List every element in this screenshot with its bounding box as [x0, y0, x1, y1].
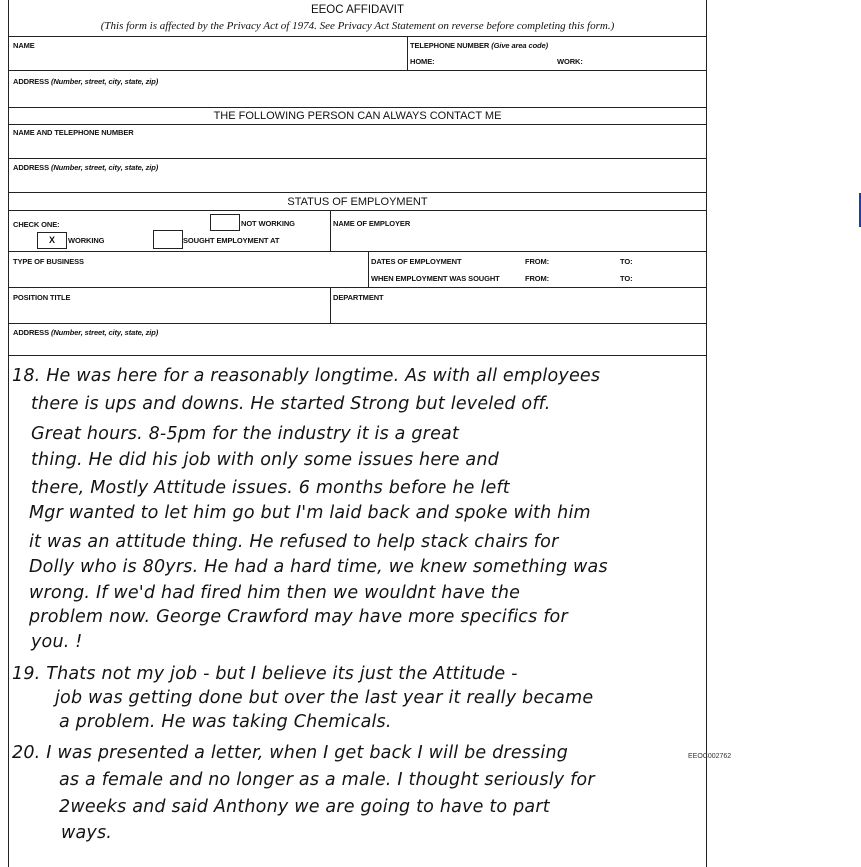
sought-employment-label: SOUGHT EMPLOYMENT AT [183, 236, 280, 245]
contact-name-phone-label: NAME AND TELEPHONE NUMBER [13, 128, 134, 137]
working-check-mark: X [48, 235, 55, 245]
statement-line: as a female and no longer as a male. I thought seriously for [59, 770, 595, 790]
statement-line: job was getting done but over the last year it really became [55, 688, 594, 708]
to-label-sought: TO: [620, 274, 633, 283]
statement-line: 20. I was presented a letter, when I get back I will be dressing [12, 743, 569, 763]
work-phone-label: WORK: [557, 57, 583, 66]
statement-line: problem now. George Crawford may have more specifics for [29, 607, 568, 627]
employer-label: NAME OF EMPLOYER [333, 219, 411, 228]
address-label-text: ADDRESS [13, 77, 49, 86]
contact-section-title: THE FOLLOWING PERSON CAN ALWAYS CONTACT ME [213, 110, 502, 122]
privacy-notice: (This form is affected by the Privacy Act of 1974. See Privacy Act Statement on reverse before completing this form.) [100, 20, 615, 32]
address-label [13, 77, 158, 86]
statement-line: ways. [61, 823, 113, 843]
statement-line: there, Mostly Attitude issues. 6 months before he left [31, 478, 510, 498]
contact-address-label-text: ADDRESS [13, 163, 49, 172]
dates-of-employment-label: DATES OF EMPLOYMENT [371, 257, 462, 266]
statement-line: Mgr wanted to let him go but I'm laid back and spoke with him [29, 503, 591, 523]
from-label-employment: FROM: [525, 257, 550, 266]
telephone-label-text: TELEPHONE NUMBER [410, 41, 490, 50]
employment-section-title: STATUS OF EMPLOYMENT [287, 196, 428, 208]
statement-line: Great hours. 8-5pm for the industry it is a great [31, 424, 460, 444]
statement-line: 18. He was here for a reasonably longtime. As with all employees [12, 366, 601, 386]
employer-address-label [13, 328, 158, 337]
bates-number: EEOC002762 [688, 753, 732, 760]
affidavit-form [8, 0, 707, 867]
statement-line: there is ups and downs. He started Strong but leveled off. [31, 394, 551, 414]
working-checkbox[interactable] [37, 232, 67, 249]
when-sought-label: WHEN EMPLOYMENT WAS SOUGHT [371, 274, 500, 283]
contact-address-hint: (Number, street, city, state, zip) [50, 163, 159, 172]
statement-line: a problem. He was taking Chemicals. [59, 712, 392, 732]
statement-line: it was an attitude thing. He refused to help stack chairs for [29, 532, 559, 552]
statement-line: wrong. If we'd had fired him then we wouldnt have the [29, 583, 521, 603]
working-label: WORKING [68, 236, 105, 245]
statement-line: Dolly who is 80yrs. He had a hard time, we knew something was [29, 557, 608, 577]
check-one-label: CHECK ONE: [13, 220, 60, 229]
position-title-label: POSITION TITLE [13, 293, 71, 302]
telephone-label [410, 41, 548, 50]
sought-employment-checkbox[interactable] [153, 230, 183, 249]
not-working-checkbox[interactable] [210, 214, 240, 231]
not-working-label: NOT WORKING [241, 219, 295, 228]
name-label: NAME [13, 41, 35, 50]
business-type-label: TYPE OF BUSINESS [13, 257, 84, 266]
form-title: EEOC AFFIDAVIT [310, 4, 405, 16]
contact-address-label [13, 163, 158, 172]
from-label-sought: FROM: [525, 274, 550, 283]
statement-line: you. ! [31, 632, 83, 652]
employer-address-hint: (Number, street, city, state, zip) [50, 328, 159, 337]
to-label-employment: TO: [620, 257, 633, 266]
telephone-hint: (Give area code) [491, 41, 548, 50]
home-phone-label: HOME: [410, 57, 435, 66]
address-hint: (Number, street, city, state, zip) [50, 77, 159, 86]
statement-line: 19. Thats not my job - but I believe its just the Attitude - [12, 664, 518, 684]
statement-line: 2weeks and said Anthony we are going to have to part [59, 797, 550, 817]
statement-line: thing. He did his job with only some issues here and [31, 450, 499, 470]
employer-address-label-text: ADDRESS [13, 328, 49, 337]
department-label: DEPARTMENT [333, 293, 384, 302]
